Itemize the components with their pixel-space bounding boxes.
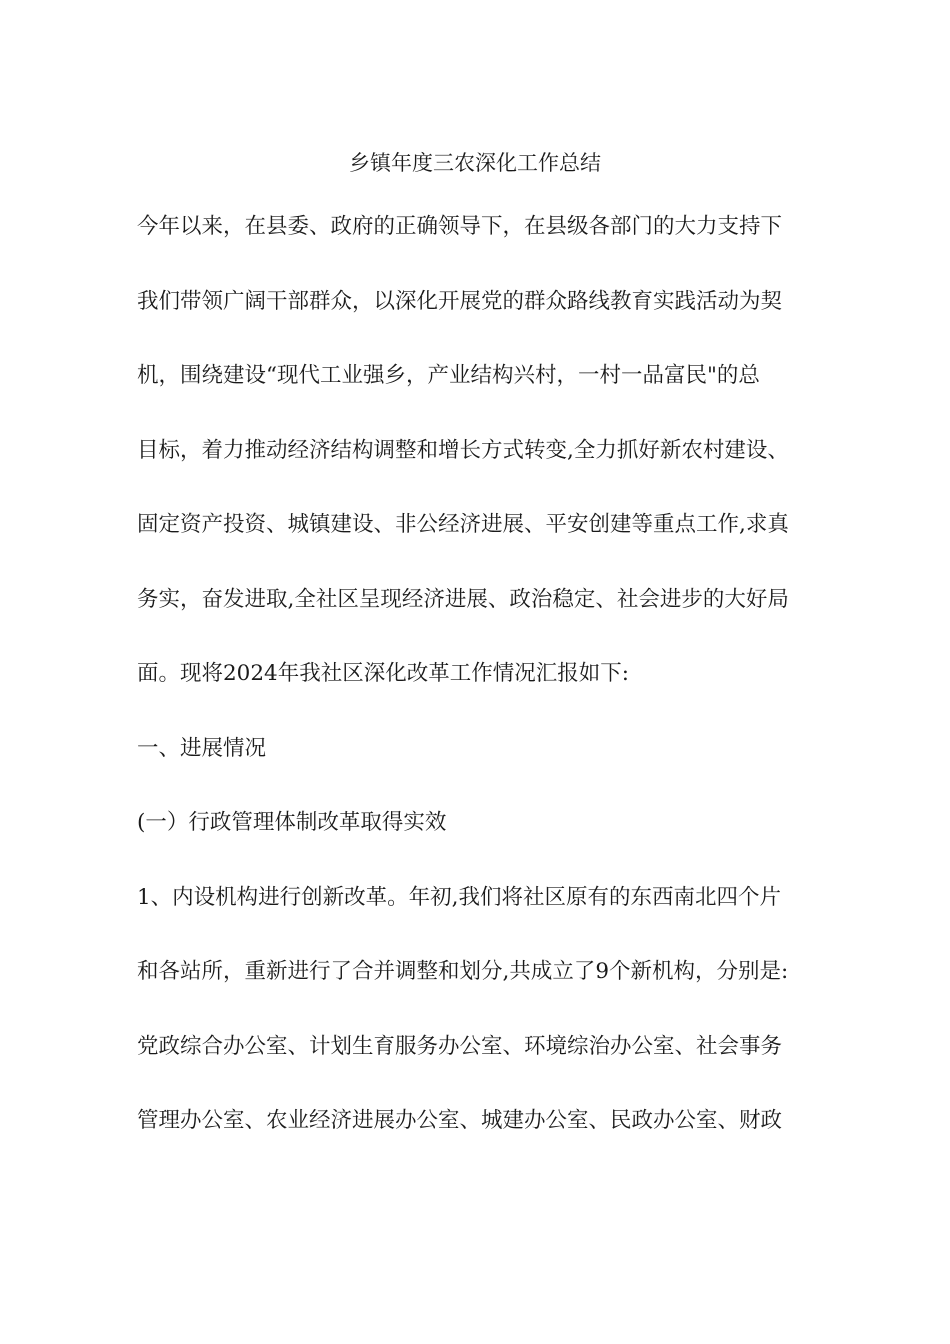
text-line: 我们带领广阔干部群众，以深化开展党的群众路线教育实践活动为契 xyxy=(137,288,783,314)
section-heading: 一、进展情况 xyxy=(137,735,267,761)
text-line: 目标，着力推动经济结构调整和增长方式转变,全力抓好新农村建设、 xyxy=(137,437,789,463)
text-line: 务实，奋发进取,全社区呈现经济进展、政治稳定、社会进步的大好局 xyxy=(137,586,789,612)
text-line: 党政综合办公室、计划生育服务办公室、环境综治办公室、社会事务 xyxy=(137,1033,783,1059)
document-body xyxy=(137,207,827,1176)
text-line: 1、内设机构进行创新改革。年初,我们将社区原有的东西南北四个片 xyxy=(137,884,782,910)
subsection-heading: (一）行政管理体制改革取得实效 xyxy=(137,810,447,835)
text-line: 今年以来，在县委、政府的正确领导下，在县级各部门的大力支持下 xyxy=(137,214,783,239)
document-title: 乡镇年度三农深化工作总结 xyxy=(349,151,601,175)
text-line: 管理办公室、农业经济进展办公室、城建办公室、民政办公室、财政 xyxy=(137,1108,783,1133)
text-line: 和各站所，重新进行了合并调整和划分,共成立了9个新机构，分别是: xyxy=(137,959,789,984)
text-line: 机，围绕建设“现代工业强乡，产业结构兴村，一村一品富民"的总 xyxy=(137,363,760,388)
text-line: 面。现将2024年我社区深化改革工作情况汇报如下: xyxy=(137,661,629,686)
text-line: 固定资产投资、城镇建设、非公经济进展、平安创建等重点工作,求真 xyxy=(137,512,789,537)
